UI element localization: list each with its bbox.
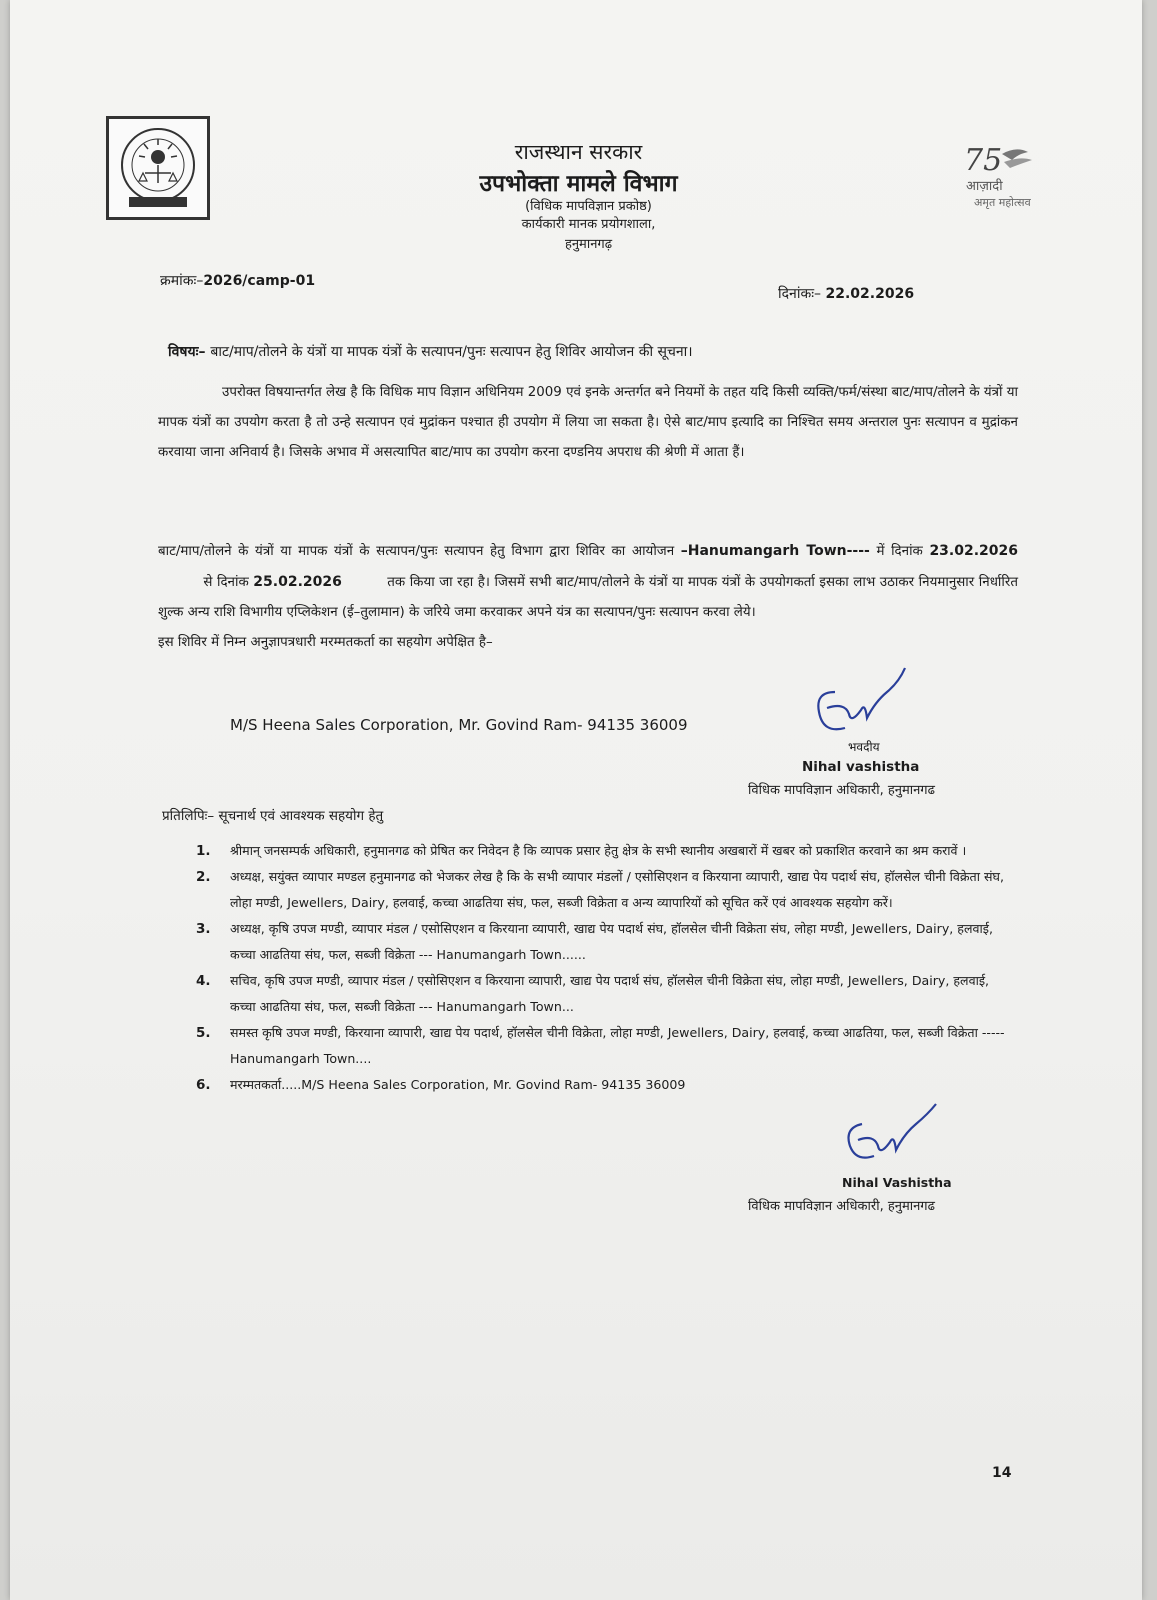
lab-name: कार्यकारी मानक प्रयोगशाला, — [521, 217, 656, 232]
closing-text: भवदीय — [848, 740, 880, 754]
intro-paragraph: उपरोक्त विषयान्तर्गत लेख है कि विधिक माप विज्ञान अधिनियम 2009 एवं इनके अन्तर्गत बने नियमों के तहत यदि किसी व्यक्ति/फर्म/संस्था बाट/माप/तोलने के यंत्रों या मापक यंत्रों का उपयोग करता है तो उन्हे सत्यापन एवं मुद्रांकन पश्चात ही उपयोग में लिया जा सकता है। ऐसे बाट/माप इत्यादि का निश्चित समय अन्तराल पुनः सत्यापन व मुद्रांकन करवाया जाना अनिवार्य है। जिसके अभाव में असत्यापित बाट/माप का उपयोग करना दण्डनिय अपराध की श्रेणी में आता हैं। — [158, 385, 1018, 460]
letter-date: दिनांकः– 22.02.2026 — [778, 286, 915, 302]
svg-text:75: 75 — [964, 143, 1003, 178]
city-name: हनुमानगढ़ — [564, 237, 613, 252]
signatory-title: विधिक मापविज्ञान अधिकारी, हनुमानगढ — [748, 1199, 935, 1214]
signatory-name: Nihal vashistha — [802, 759, 920, 775]
svg-text:आज़ादी: आज़ादी — [966, 179, 1003, 194]
cell-name: (विधिक मापविज्ञान प्रकोष्ठ) — [525, 199, 652, 214]
signature-mark — [838, 1098, 948, 1178]
signatory-name: Nihal Vashistha — [842, 1175, 952, 1190]
signature-mark — [805, 662, 915, 742]
reference-number: क्रमांकः–2026/camp-01 — [160, 273, 316, 289]
list-item: 6. मरम्मतकर्ता.....M/S Heena Sales Corporation, Mr. Govind Ram- 94135 36009 — [196, 1077, 686, 1093]
list-item: 3. अध्यक्ष, कृषि उपज मण्डी, व्यापार मंडल / एसोसिएशन व किरयाना व्यापारी, खाद्य पेय पदार्थ संघ, हॉलसेल चीनी विक्रेता संघ, लोहा मण्डी, Jewellers, Dairy, हलवाई, कच्चा आढतिया संघ, फल, सब्जी विक्रेता --- Hanumangarh Town...... — [196, 921, 993, 962]
government-name: राजस्थान सरकार — [514, 140, 643, 164]
subject-line: विषयः– बाट/माप/तोलने के यंत्रों या मापक यंत्रों के सत्यापन/पुनः सत्यापन हेतु शिविर आयोजन की सूचना। — [168, 344, 693, 360]
repairer-line: M/S Heena Sales Corporation, Mr. Govind Ram- 94135 36009 — [230, 716, 688, 734]
copy-heading: प्रतिलिपिः– सूचनार्थ एवं आवश्यक सहयोग हेतु — [162, 808, 384, 824]
camp-paragraph: बाट/माप/तोलने के यंत्रों या मापक यंत्रों के सत्यापन/पुनः सत्यापन हेतु विभाग द्वारा शिविर का आयोजन –Hanumangarh Town---- में दिनांक 23.02.2026 से दिनांक 25.02.2026 तक किया जा रहा है। जिसमें सभी बाट/माप/तोलने के यंत्रों या मापक यंत्रों के उपयोगकर्ता इसका लाभ उठाकर नियमानुसार निर्धारित शुल्क अन्य राशि विभागीय एप्लिकेशन (ई–तुलामान) के जरिये जमा करवाकर अपने यंत्र का सत्यापन/पुनः सत्यापन करवा लेये। इस शिविर में निम्न अनुज्ञापत्रधारी मरम्मतकर्ता का सहयोग अपेक्षित है– — [158, 543, 1023, 650]
svg-text:अमृत महोत्सव: अमृत महोत्सव — [974, 196, 1031, 209]
copy-list — [196, 838, 1016, 1098]
list-item: 2. अध्यक्ष, सयुंक्त व्यापार मण्डल हनुमानगढ को भेजकर लेख है कि के सभी व्यापार मंडलों / एसोसिएशन व किरयाना व्यापारी, खाद्य पेय पदार्थ संघ, हॉलसेल चीनी विक्रेता संघ, लोहा मण्डी, Jewellers, Dairy, हलवाई, कच्चा आढतिया संघ, फल, सब्जी विक्रेता व अन्य व्यापारियों को सूचित करें एवं आवश्यक सहयोग करें। — [196, 869, 1004, 910]
list-item: 1. श्रीमान् जनसम्पर्क अधिकारी, हनुमानगढ को प्रेषित कर निवेदन है कि व्यापक प्रसार हेतु क्षेत्र के सभी स्थानीय अखबारों में खबर को प्रकाशित करवाने का श्रम करावें । — [196, 843, 967, 859]
list-item: 4. सचिव, कृषि उपज मण्डी, व्यापार मंडल / एसोसिएशन व किरयाना व्यापारी, खाद्य पेय पदार्थ संघ, हॉलसेल चीनी विक्रेता संघ, लोहा मण्डी, Jewellers, Dairy, हलवाई, कच्चा आढतिया संघ, फल, सब्जी विक्रेता --- Hanumangarh Town... — [196, 973, 990, 1014]
list-item: 5. समस्त कृषि उपज मण्डी, किरयाना व्यापारी, खाद्य पेय पदार्थ, हॉलसेल चीनी विक्रेता, लोहा मण्डी, Jewellers, Dairy, हलवाई, कच्चा आढतिया, फल, सब्जी विक्रेता ----- Hanumangarh Town.... — [196, 1025, 1005, 1066]
department-name: उपभोक्ता मामले विभाग — [479, 171, 678, 197]
page-number: 14 — [992, 1465, 1012, 1481]
signatory-title: विधिक मापविज्ञान अधिकारी, हनुमानगढ — [748, 783, 935, 798]
